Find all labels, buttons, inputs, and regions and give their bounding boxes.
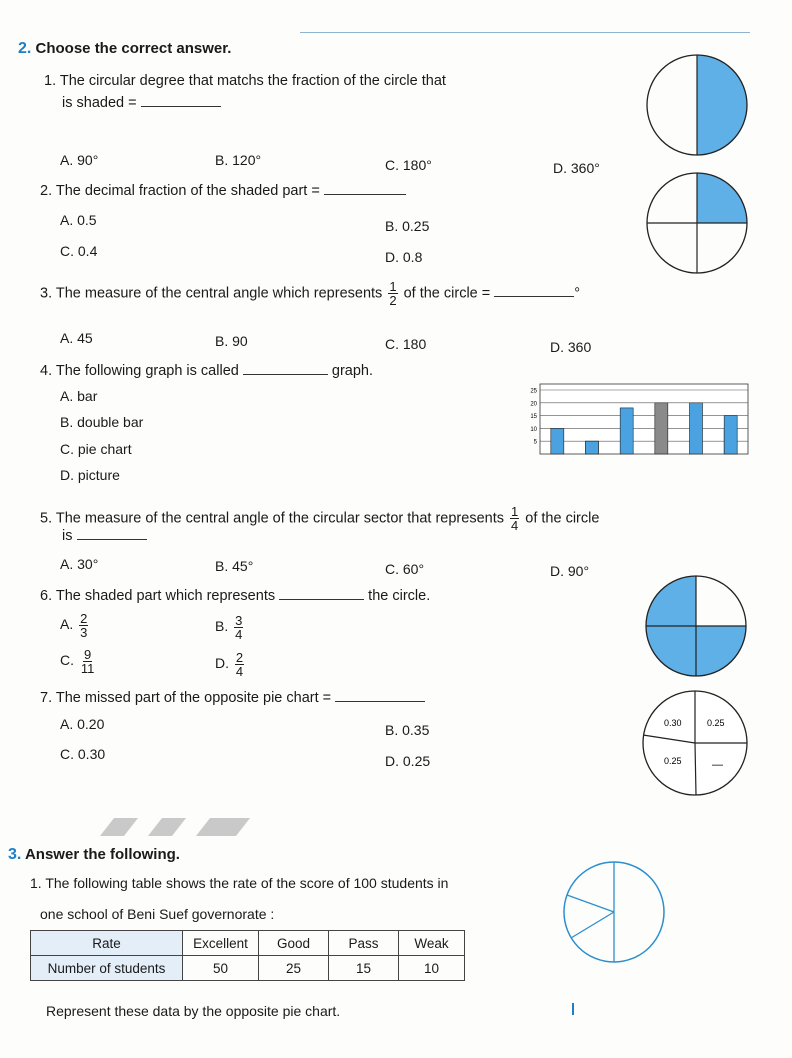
q6-text — [40, 588, 430, 604]
q3-option-b[interactable]: B. 90 — [215, 333, 248, 349]
q6-option-d-num: 2 — [235, 650, 244, 665]
q6-option-a-label: A. — [60, 616, 74, 633]
q2-option-c[interactable]: C. 0.4 — [60, 243, 98, 259]
q6-option-c-den: 11 — [80, 661, 95, 676]
q3-fraction — [388, 280, 397, 307]
q1-option-d[interactable]: D. 360° — [553, 160, 600, 176]
q6-three-quarter-shaded-circle — [642, 572, 750, 680]
q3-option-c[interactable]: C. 180 — [385, 336, 427, 352]
q1-shaded-half — [697, 55, 747, 155]
q3-answer-blank[interactable] — [494, 296, 574, 297]
q2-option-b[interactable]: B. 0.25 — [385, 218, 430, 234]
q1-answer-blank[interactable] — [141, 106, 221, 107]
q7-text-label: 7. The missed part of the opposite pie chart = — [40, 690, 332, 706]
q5-text-label: 5. The measure of the central angle of the circular sector that represents — [40, 510, 504, 527]
table-cell-pass: 15 — [329, 956, 399, 981]
q2-text — [40, 183, 406, 199]
q6-option-d[interactable] — [215, 651, 246, 678]
q3-text — [40, 280, 580, 307]
q5-option-d[interactable]: D. 90° — [550, 563, 590, 579]
q3-fraction-denominator: 2 — [389, 293, 397, 308]
q5-fraction — [510, 505, 519, 532]
bar-chart-tick-label: 20 — [530, 401, 537, 408]
bar-chart-tick-label: 25 — [530, 388, 537, 395]
q3-text-label: 3. The measure of the central angle which represents — [40, 285, 383, 302]
q3-option-a[interactable]: A. 45 — [60, 330, 93, 346]
decorative-stripes — [100, 818, 250, 836]
q1-text-line2 — [62, 95, 221, 111]
q7-pie-chart — [640, 688, 750, 798]
q6-option-d-fraction — [235, 651, 244, 678]
table-cell-weak: 10 — [399, 956, 465, 981]
q7-option-b[interactable]: B. 0.35 — [385, 722, 430, 738]
q6-option-a[interactable] — [60, 612, 90, 639]
q5-text-line2 — [62, 528, 147, 544]
s3-blank-pie-chart[interactable] — [560, 858, 668, 966]
q6-option-a-den: 3 — [80, 625, 88, 640]
q4-option-d[interactable]: D. picture — [60, 467, 120, 483]
bar-chart-tick-label: 5 — [533, 439, 537, 446]
q6-option-d-den: 4 — [235, 664, 244, 679]
q6-option-a-num: 2 — [80, 611, 88, 626]
section2-heading — [18, 40, 231, 58]
s3-pie-radius-left-lower — [571, 912, 614, 938]
q1-option-b[interactable]: B. 120° — [215, 152, 262, 168]
q5-answer-blank[interactable] — [77, 539, 147, 540]
q1-half-shaded-circle — [644, 52, 750, 158]
s3-q1-line2: one school of Beni Suef governorate : — [40, 906, 275, 922]
q6-text-after: the circle. — [368, 588, 431, 604]
bar-blue-3 — [620, 408, 633, 454]
q6-option-b-den: 4 — [235, 627, 243, 642]
bar-blue-5 — [690, 403, 703, 454]
table-row-label: Number of students — [31, 956, 183, 981]
q5-text-after: of the circle — [525, 510, 600, 527]
q7-option-d[interactable]: D. 0.25 — [385, 753, 431, 769]
table-cell-good: 25 — [259, 956, 329, 981]
q6-option-c-label: C. — [60, 652, 74, 669]
q2-option-a[interactable]: A. 0.5 — [60, 212, 97, 228]
q7-option-c[interactable]: C. 0.30 — [60, 746, 106, 762]
table-header-row — [31, 931, 465, 956]
q4-option-c[interactable]: C. pie chart — [60, 441, 132, 457]
q6-option-a-fraction — [79, 612, 88, 639]
q7-pie-label-025-bottom: 0.25 — [664, 756, 682, 766]
q7-answer-blank[interactable] — [335, 701, 425, 702]
q5-option-c[interactable]: C. 60° — [385, 561, 425, 577]
table-header-good: Good — [259, 931, 329, 956]
q2-shaded-quarter — [697, 173, 747, 223]
q6-option-b[interactable] — [215, 614, 245, 641]
s3-instruction: Represent these data by the opposite pie chart. — [46, 1003, 341, 1019]
table-header-weak: Weak — [399, 931, 465, 956]
table-cell-excellent: 50 — [183, 956, 259, 981]
bar-chart-y-ticks — [530, 389, 537, 446]
section2-title: Choose the correct answer. — [35, 40, 232, 57]
q6-answer-blank[interactable] — [279, 599, 364, 600]
q1-text-line2-label: is shaded = — [62, 95, 137, 111]
scores-table — [30, 930, 465, 981]
q6-option-c-fraction — [80, 648, 96, 675]
q7-text — [40, 690, 425, 706]
bar-chart-frame — [540, 384, 748, 454]
q6-option-d-label: D. — [215, 655, 229, 672]
table-header-rate: Rate — [31, 931, 183, 956]
q5-option-a[interactable]: A. 30° — [60, 556, 99, 572]
q1-option-a[interactable]: A. 90° — [60, 152, 99, 168]
q2-answer-blank[interactable] — [324, 194, 406, 195]
q3-fraction-numerator: 1 — [389, 279, 397, 294]
q3-degree-sign: ° — [574, 285, 581, 302]
q6-option-b-num: 3 — [235, 613, 243, 628]
q4-text — [40, 363, 373, 379]
section3-title: Answer the following. — [24, 846, 180, 863]
footer-mark — [572, 1003, 574, 1015]
bar-chart-tick-label: 15 — [530, 414, 537, 421]
s3-pie-radius-left-upper — [567, 895, 614, 912]
q4-double-bar-chart — [520, 382, 752, 460]
q1-text-line1: 1. The circular degree that matchs the fraction of the circle that — [44, 73, 446, 89]
q7-option-a[interactable]: A. 0.20 — [60, 716, 105, 732]
q3-option-d[interactable]: D. 360 — [550, 339, 592, 355]
q3-text-after: of the circle = — [403, 285, 491, 302]
bar-chart-tick-label: 10 — [530, 426, 537, 433]
section2-number: 2. — [18, 40, 32, 57]
q4-option-a[interactable]: A. bar — [60, 388, 98, 404]
q7-pie-label-025-top: 0.25 — [707, 718, 725, 728]
q5-fraction-denominator: 4 — [511, 518, 519, 533]
q7-pie-label-missing: — — [712, 759, 723, 771]
s3-q1-line1: 1. The following table shows the rate of the score of 100 students in — [30, 875, 449, 891]
q6-option-c[interactable] — [60, 648, 97, 675]
q4-text-after: graph. — [331, 363, 374, 379]
section3-heading — [8, 846, 180, 864]
bar-chart-grid — [540, 384, 748, 454]
q2-quarter-shaded-circle — [644, 170, 750, 276]
q6-option-b-label: B. — [215, 618, 229, 635]
bar-blue-2 — [586, 441, 599, 454]
q4-option-b[interactable]: B. double bar — [60, 414, 144, 430]
q5-text-line2-label: is — [62, 528, 73, 544]
q6-text-label: 6. The shaded part which represents — [40, 588, 276, 604]
bar-blue-1 — [551, 428, 564, 454]
q5-option-b[interactable]: B. 45° — [215, 558, 254, 574]
q4-answer-blank[interactable] — [243, 374, 328, 375]
table-row — [31, 956, 465, 981]
table-header-excellent: Excellent — [183, 931, 259, 956]
q6-option-c-num: 9 — [84, 647, 92, 662]
q6-option-b-fraction — [234, 614, 243, 641]
bar-blue-6 — [724, 416, 737, 454]
q2-text-label: 2. The decimal fraction of the shaded part = — [40, 183, 320, 199]
table-header-pass: Pass — [329, 931, 399, 956]
q2-option-d[interactable]: D. 0.8 — [385, 249, 423, 265]
bar-grey-4 — [655, 403, 668, 454]
q1-option-c[interactable]: C. 180° — [385, 157, 432, 173]
q7-pie-label-030: 0.30 — [664, 718, 682, 728]
q5-fraction-numerator: 1 — [511, 504, 519, 519]
top-rule — [300, 32, 750, 33]
q4-text-label: 4. The following graph is called — [40, 363, 239, 379]
section3-number: 3. — [8, 846, 22, 863]
